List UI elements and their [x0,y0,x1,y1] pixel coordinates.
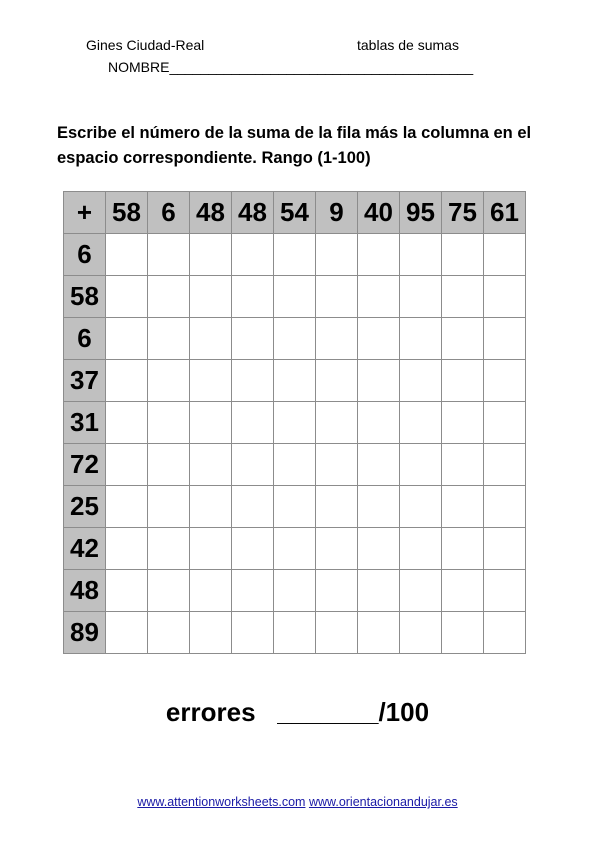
table-row [64,234,526,276]
answer-cell[interactable] [274,360,316,402]
answer-cell[interactable] [442,528,484,570]
answer-cell[interactable] [484,234,526,276]
answer-cell[interactable] [442,570,484,612]
answer-cell[interactable] [442,612,484,654]
answer-cell[interactable] [190,444,232,486]
answer-cell[interactable] [484,612,526,654]
answer-cell[interactable] [106,486,148,528]
answer-cell[interactable] [106,360,148,402]
errors-total: /100 [378,697,430,727]
answer-cell[interactable] [358,570,400,612]
answer-cell[interactable] [232,360,274,402]
answer-cell[interactable] [400,570,442,612]
table-row [64,444,526,486]
answer-cell[interactable] [232,276,274,318]
column-header: 9 [316,192,358,234]
row-header: 25 [64,486,106,528]
answer-cell[interactable] [274,528,316,570]
answer-cell[interactable] [358,528,400,570]
answer-cell[interactable] [400,444,442,486]
answer-cell[interactable] [316,276,358,318]
answer-cell[interactable] [190,570,232,612]
answer-cell[interactable] [274,318,316,360]
column-header: 48 [190,192,232,234]
answer-cell[interactable] [400,528,442,570]
answer-cell[interactable] [190,276,232,318]
row-header: 6 [64,234,106,276]
answer-cell[interactable] [400,486,442,528]
answer-cell[interactable] [400,402,442,444]
table-row [64,318,526,360]
answer-cell[interactable] [316,444,358,486]
column-header: 54 [274,192,316,234]
answer-cell[interactable] [106,234,148,276]
answer-cell[interactable] [148,234,190,276]
answer-cell[interactable] [316,486,358,528]
addition-table [63,191,526,654]
answer-cell[interactable] [106,528,148,570]
footer-links [0,795,595,809]
answer-cell[interactable] [232,444,274,486]
answer-cell[interactable] [442,444,484,486]
column-header: 75 [442,192,484,234]
row-header: 72 [64,444,106,486]
answer-cell[interactable] [316,360,358,402]
header-row [64,192,526,234]
table-row [64,612,526,654]
worksheet-title: tablas de sumas [357,37,459,53]
answer-cell[interactable] [316,318,358,360]
table-row [64,402,526,444]
answer-cell[interactable] [442,318,484,360]
answer-cell[interactable] [232,486,274,528]
answer-cell[interactable] [442,486,484,528]
answer-cell[interactable] [106,318,148,360]
operator-cell: + [64,192,106,234]
answer-cell[interactable] [316,234,358,276]
row-header: 58 [64,276,106,318]
answer-cell[interactable] [316,402,358,444]
answer-cell[interactable] [274,486,316,528]
answer-cell[interactable] [442,402,484,444]
answer-cell[interactable] [484,276,526,318]
answer-cell[interactable] [442,276,484,318]
answer-cell[interactable] [148,486,190,528]
column-header: 58 [106,192,148,234]
column-header: 40 [358,192,400,234]
answer-cell[interactable] [148,360,190,402]
row-header: 31 [64,402,106,444]
column-header: 6 [148,192,190,234]
answer-cell[interactable] [316,528,358,570]
answer-cell[interactable] [148,318,190,360]
errors-score [0,697,595,728]
name-blank-line: _______________________________________ [169,59,474,75]
answer-cell[interactable] [106,276,148,318]
answer-cell[interactable] [190,612,232,654]
answer-cell[interactable] [358,276,400,318]
answer-cell[interactable] [400,318,442,360]
answer-cell[interactable] [358,318,400,360]
answer-cell[interactable] [274,276,316,318]
answer-cell[interactable] [400,612,442,654]
answer-cell[interactable] [232,318,274,360]
answer-cell[interactable] [106,570,148,612]
answer-cell[interactable] [274,612,316,654]
answer-cell[interactable] [316,612,358,654]
table-row [64,276,526,318]
answer-cell[interactable] [190,528,232,570]
answer-cell[interactable] [148,276,190,318]
answer-cell[interactable] [484,402,526,444]
answer-cell[interactable] [148,528,190,570]
answer-cell[interactable] [400,360,442,402]
answer-cell[interactable] [190,360,232,402]
name-field[interactable] [108,59,473,75]
answer-cell[interactable] [148,570,190,612]
column-header: 48 [232,192,274,234]
footer-link-attentionworksheets[interactable]: www.attentionworksheets.com [137,795,306,809]
row-header: 6 [64,318,106,360]
answer-cell[interactable] [232,570,274,612]
answer-cell[interactable] [148,402,190,444]
row-header: 89 [64,612,106,654]
answer-cell[interactable] [358,360,400,402]
answer-cell[interactable] [190,402,232,444]
table-row [64,570,526,612]
answer-cell[interactable] [358,444,400,486]
answer-cell[interactable] [358,612,400,654]
answer-cell[interactable] [484,486,526,528]
answer-cell[interactable] [232,234,274,276]
author-name: Gines Ciudad-Real [86,37,205,53]
table-row [64,528,526,570]
errors-blank[interactable]: _______ [277,697,379,727]
answer-cell[interactable] [358,486,400,528]
answer-cell[interactable] [106,444,148,486]
name-label: NOMBRE [108,59,170,75]
answer-cell[interactable] [232,612,274,654]
answer-cell[interactable] [442,360,484,402]
answer-cell[interactable] [274,234,316,276]
answer-cell[interactable] [316,570,358,612]
answer-cell[interactable] [484,570,526,612]
answer-cell[interactable] [232,528,274,570]
answer-cell[interactable] [190,234,232,276]
answer-cell[interactable] [232,402,274,444]
table-row [64,486,526,528]
answer-cell[interactable] [274,402,316,444]
answer-cell[interactable] [358,402,400,444]
answer-cell[interactable] [274,444,316,486]
footer-link-orientacionandujar[interactable]: www.orientacionandujar.es [308,795,458,809]
answer-cell[interactable] [274,570,316,612]
answer-cell[interactable] [106,402,148,444]
answer-cell[interactable] [148,612,190,654]
answer-cell[interactable] [190,318,232,360]
answer-cell[interactable] [484,318,526,360]
answer-cell[interactable] [442,234,484,276]
answer-cell[interactable] [400,276,442,318]
answer-cell[interactable] [484,444,526,486]
instructions-text: Escribe el número de la suma de la fila más la columna en el espacio correspondiente. Rango (1-100) [57,124,532,167]
errors-label: errores [165,697,256,727]
column-header: 61 [484,192,526,234]
answer-cell[interactable] [484,360,526,402]
row-header: 37 [64,360,106,402]
row-header: 48 [64,570,106,612]
table-row [64,360,526,402]
answer-cell[interactable] [148,444,190,486]
column-header: 95 [400,192,442,234]
answer-cell[interactable] [484,528,526,570]
answer-cell[interactable] [400,234,442,276]
answer-cell[interactable] [358,234,400,276]
answer-cell[interactable] [190,486,232,528]
answer-cell[interactable] [106,612,148,654]
row-header: 42 [64,528,106,570]
